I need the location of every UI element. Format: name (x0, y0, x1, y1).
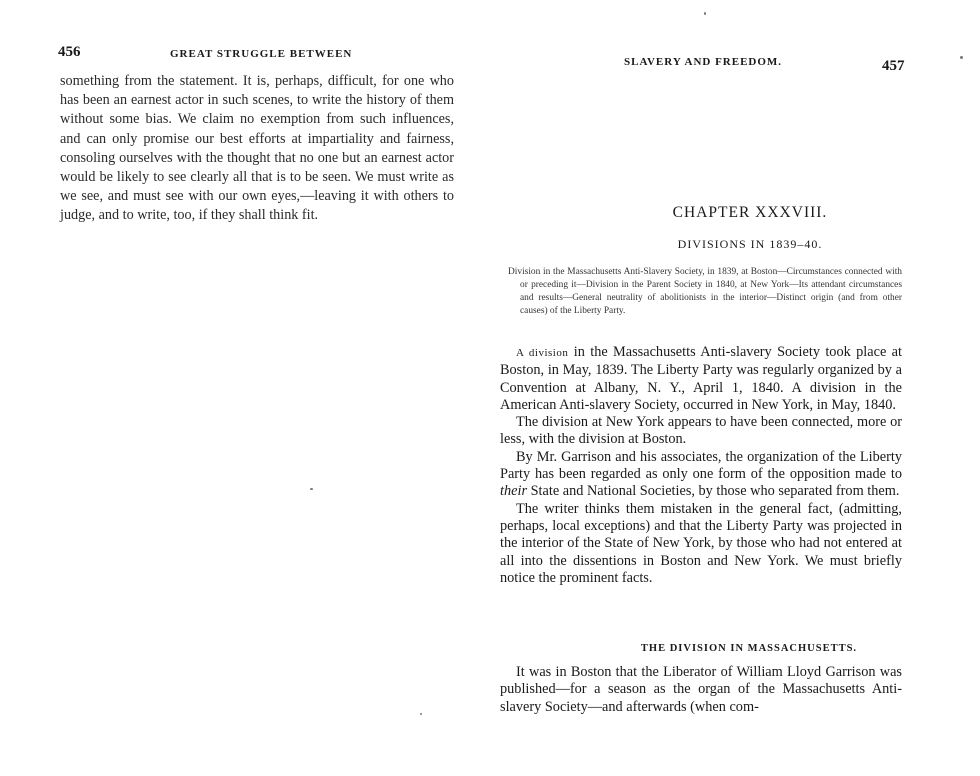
print-speck (704, 12, 706, 15)
paragraph-3 (500, 449, 902, 501)
page-number-right: 457 (882, 58, 905, 74)
section-body (500, 664, 902, 716)
paragraph-1-text: in the Massachusetts Anti-slavery Society took place at Boston, in May, 1839. The Liberty Party was regularly organized by a Convention at Albany, N. Y., April 1, 1840. A division in the American Anti-slavery Society, occurred in New York, in May, 1840. (500, 344, 902, 413)
chapter-subtitle: DIVISIONS IN 1839–40. (677, 237, 823, 251)
paragraph-3-text-a: By Mr. Garrison and his associates, the organization of the Liberty Party has been regarded as only one form of the opposition made to (500, 448, 902, 483)
print-speck (960, 56, 963, 59)
synopsis-text: Division in the Massachusetts Anti-Slavery Society, in 1839, at Boston—Circumstances connected with or preceding it—Division in the Parent Society in 1840, at New York—Its attendant circumstances and results—General neutrality of abolitionists in the interior—Distinct origin (and from other causes) of the Liberty Party. (508, 267, 902, 316)
running-head-left: GREAT STRUGGLE BETWEEN (170, 48, 353, 60)
print-speck (310, 488, 313, 490)
paragraph-4: The writer thinks them mistaken in the general fact, (admitting, perhaps, local exceptions) and that the Liberty Party was projected in the interior of the State of New York, by those who had not entered at all into the dissentions in Boston and New York. We must briefly notice the prominent facts. (500, 500, 902, 586)
page-number-left: 456 (58, 44, 81, 60)
paragraph-3-text-b: State and National Societies, by those who separated from them. (527, 483, 900, 500)
paragraph-1 (500, 344, 902, 414)
left-page-text (60, 72, 454, 226)
lead-small-caps: A division (516, 347, 569, 359)
chapter-body (500, 344, 902, 587)
chapter-synopsis (508, 266, 902, 318)
left-paragraph: something from the statement. It is, perhaps, difficult, for one who has been an earnest actor in such scenes, to write the history of them without some bias. We claim no exemption from such influences, and can only promise our best efforts at impartiality and fairness, consoling ourselves with the thought that no one but an earnest actor would be likely to see clearly all that is to be seen. We must write as we see, and must see with our own eyes,—leaving it with others to judge, and to write, too, if they shall think fit. (60, 73, 454, 224)
running-head-right: SLAVERY AND FREEDOM. (624, 56, 783, 68)
print-speck (420, 713, 422, 715)
chapter-title: CHAPTER XXXVIII. (672, 204, 828, 221)
paragraph-3-emphasis: their (500, 483, 528, 500)
section-heading: THE DIVISION IN MASSACHUSETTS. (640, 643, 858, 654)
paragraph-2: The division at New York appears to have been connected, more or less, with the division at Boston. (500, 414, 902, 448)
right-page (490, 0, 980, 776)
paragraph-5: It was in Boston that the Liberator of William Lloyd Garrison was published—for a season as the organ of the Massachusetts Anti-slavery Society—and afterwards (when com- (500, 664, 902, 715)
